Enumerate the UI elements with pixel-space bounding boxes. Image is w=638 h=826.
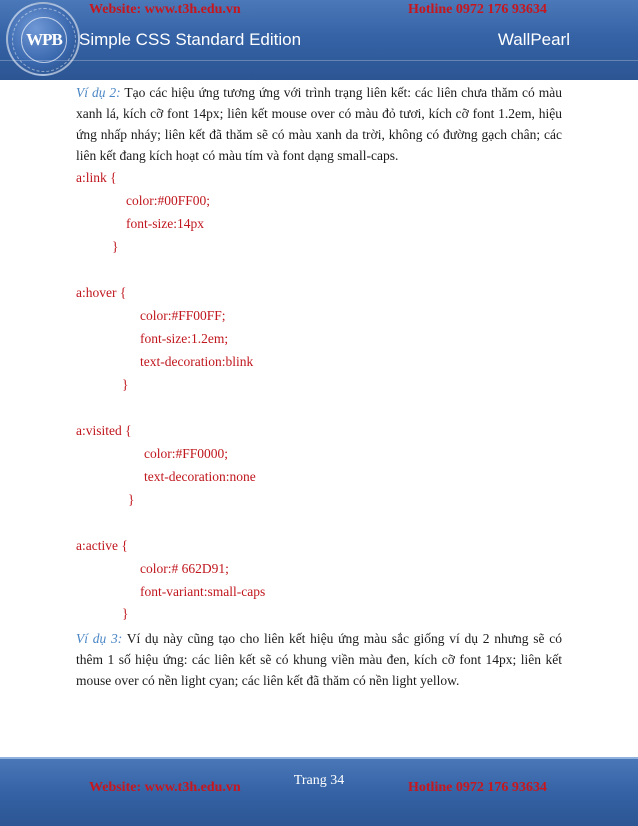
example-3-text: Ví dụ này cũng tạo cho liên kết hiệu ứng màu sắc giống ví dụ 2 nhưng sẽ có thêm 1 số hiệu ứng: các liên kết sẽ có khung viền màu đen, kích cỡ font 14px; liên kết mouse over có nền light cyan; các liên kết đã thăm có nền light yellow. (76, 631, 562, 688)
page-number: Trang 34 (293, 773, 345, 788)
header-brand: WallPearl (497, 30, 570, 49)
page-content (76, 82, 562, 172)
code-active-font-variant: font-variant:small-caps (140, 584, 266, 599)
footer-hotline: Hotline 0972 176 93634 (408, 780, 547, 795)
code-hover-close: } (122, 377, 129, 392)
header-website: Website: www.t3h.edu.vn (89, 2, 241, 17)
page-header (0, 0, 638, 80)
code-hover-color: color:#FF00FF; (140, 308, 226, 323)
code-visited-color: color:#FF0000; (144, 446, 229, 461)
code-hover-decoration: text-decoration:blink (140, 354, 254, 369)
header-hotline: Hotline 0972 176 93634 (408, 2, 547, 17)
example-3-label: Ví dụ 3: (76, 631, 123, 646)
code-link-close: } (112, 239, 119, 254)
footer-website: Website: www.t3h.edu.vn (89, 780, 241, 795)
logo-text: WPB (21, 17, 67, 63)
page-footer (0, 757, 638, 826)
code-hover-font-size: font-size:1.2em; (140, 331, 229, 346)
code-active-close: } (122, 606, 129, 621)
code-hover-selector: a:hover { (76, 285, 127, 300)
example-3-paragraph (76, 628, 562, 691)
example-2-label: Ví dụ 2: (76, 85, 121, 100)
code-active-color: color:# 662D91; (140, 561, 229, 576)
code-visited-decoration: text-decoration:none (144, 469, 256, 484)
code-visited-close: } (128, 492, 135, 507)
example-2-text: Tạo các hiệu ứng tương ứng với trình trạng liên kết: các liên chưa thăm có màu xanh lá, kích cỡ font 14px; liên kết mouse over có màu đỏ tươi, kích cỡ font 1.2em, hiệu ứng nhấp nháy; liên kết đã thăm sẽ có màu xanh da trời, không có đường gạch chân; các liên kết đang kích hoạt có màu tím và font dạng small-caps. (76, 85, 562, 163)
header-title: Simple CSS Standard Edition (79, 30, 302, 49)
code-active-selector: a:active { (76, 538, 128, 553)
example-3-content (76, 628, 562, 691)
code-link-color: color:#00FF00; (126, 193, 211, 208)
logo (6, 2, 80, 76)
code-link-selector: a:link { (76, 170, 117, 185)
example-2-paragraph (76, 82, 562, 172)
code-visited-selector: a:visited { (76, 423, 132, 438)
code-link-font-size: font-size:14px (126, 216, 204, 231)
